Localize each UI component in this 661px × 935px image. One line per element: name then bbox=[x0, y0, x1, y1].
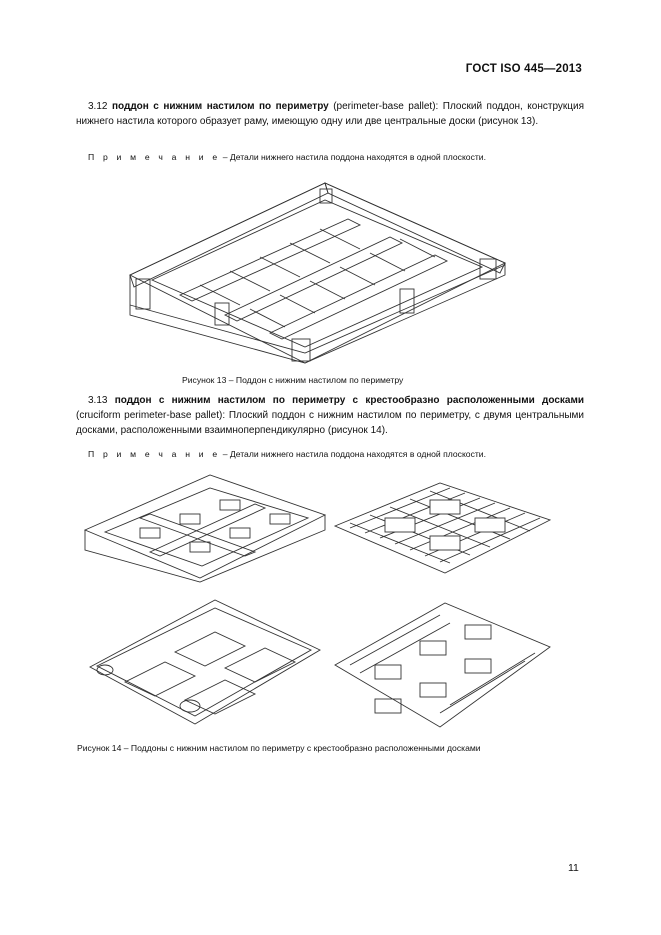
document-header: ГОСТ ISO 445—2013 bbox=[465, 63, 582, 75]
note-2 bbox=[88, 448, 584, 460]
page-number: 11 bbox=[568, 862, 579, 874]
left-back-edge bbox=[130, 183, 328, 287]
ribs bbox=[350, 615, 535, 713]
board-2 bbox=[225, 237, 402, 321]
figure-14c-plastic-pallet bbox=[85, 592, 325, 732]
pallet-outline bbox=[90, 600, 320, 724]
clause-number: 3.13 bbox=[88, 395, 108, 406]
board-3 bbox=[270, 255, 447, 339]
pallet-outline bbox=[130, 183, 505, 363]
figure-14d-plastic-pallet-ribbed bbox=[330, 595, 555, 735]
pallet-side bbox=[130, 263, 505, 363]
note-label: П р и м е ч а н и е bbox=[88, 449, 221, 459]
clause-number: 3.12 bbox=[88, 101, 108, 112]
figure-13-caption: Рисунок 13 – Поддон с нижним настилом по периметру bbox=[182, 375, 404, 385]
english-term: (cruciform perimeter-base pallet): bbox=[76, 410, 226, 421]
term: поддон с нижним настилом по периметру с крестообразно расположенными досками bbox=[114, 395, 585, 406]
right-back-edge bbox=[325, 183, 505, 273]
cross-board-1 bbox=[150, 504, 265, 556]
note-text: Детали нижнего настила поддона находятся в одной плоскости. bbox=[229, 449, 486, 459]
corner-blocks bbox=[136, 189, 496, 361]
definition-text: Плоский поддон с нижним настилом по периметру, с двумя центральными досками, расположенными взаимноперпендикулярно (рисунок 14). bbox=[76, 410, 584, 436]
grid-lines bbox=[350, 488, 540, 563]
figure-14-caption: Рисунок 14 – Поддоны с нижним настилом по периметру с крестообразно расположенными досками bbox=[77, 743, 481, 753]
figure-14a-cruciform-pallet bbox=[80, 470, 330, 585]
definition-3-13 bbox=[76, 393, 584, 438]
note-label: П р и м е ч а н и е bbox=[88, 152, 221, 162]
note-dash: – bbox=[220, 449, 230, 459]
inner-frame bbox=[105, 488, 308, 566]
figure-14b-cruciform-pallet-mesh bbox=[330, 478, 555, 578]
figure-13-perimeter-base-pallet bbox=[120, 175, 510, 370]
english-term: (perimeter-base pallet): bbox=[333, 101, 439, 112]
note-text: Детали нижнего настила поддона находятся в одной плоскости. bbox=[229, 152, 486, 162]
deck-openings bbox=[375, 625, 491, 713]
term: поддон с нижним настилом по периметру bbox=[111, 101, 329, 112]
deck-openings bbox=[125, 632, 295, 714]
pallet-inner-edge bbox=[97, 608, 311, 716]
pallet-side-inner bbox=[130, 265, 505, 353]
note-1 bbox=[88, 151, 584, 163]
openings bbox=[385, 500, 505, 550]
definition-text: Плоский поддон, конструкция нижнего настила которого образует раму, имеющую одну или две центральные доски (рисунок 13). bbox=[76, 101, 585, 127]
definition-3-12 bbox=[76, 99, 584, 129]
note-dash: – bbox=[220, 152, 230, 162]
